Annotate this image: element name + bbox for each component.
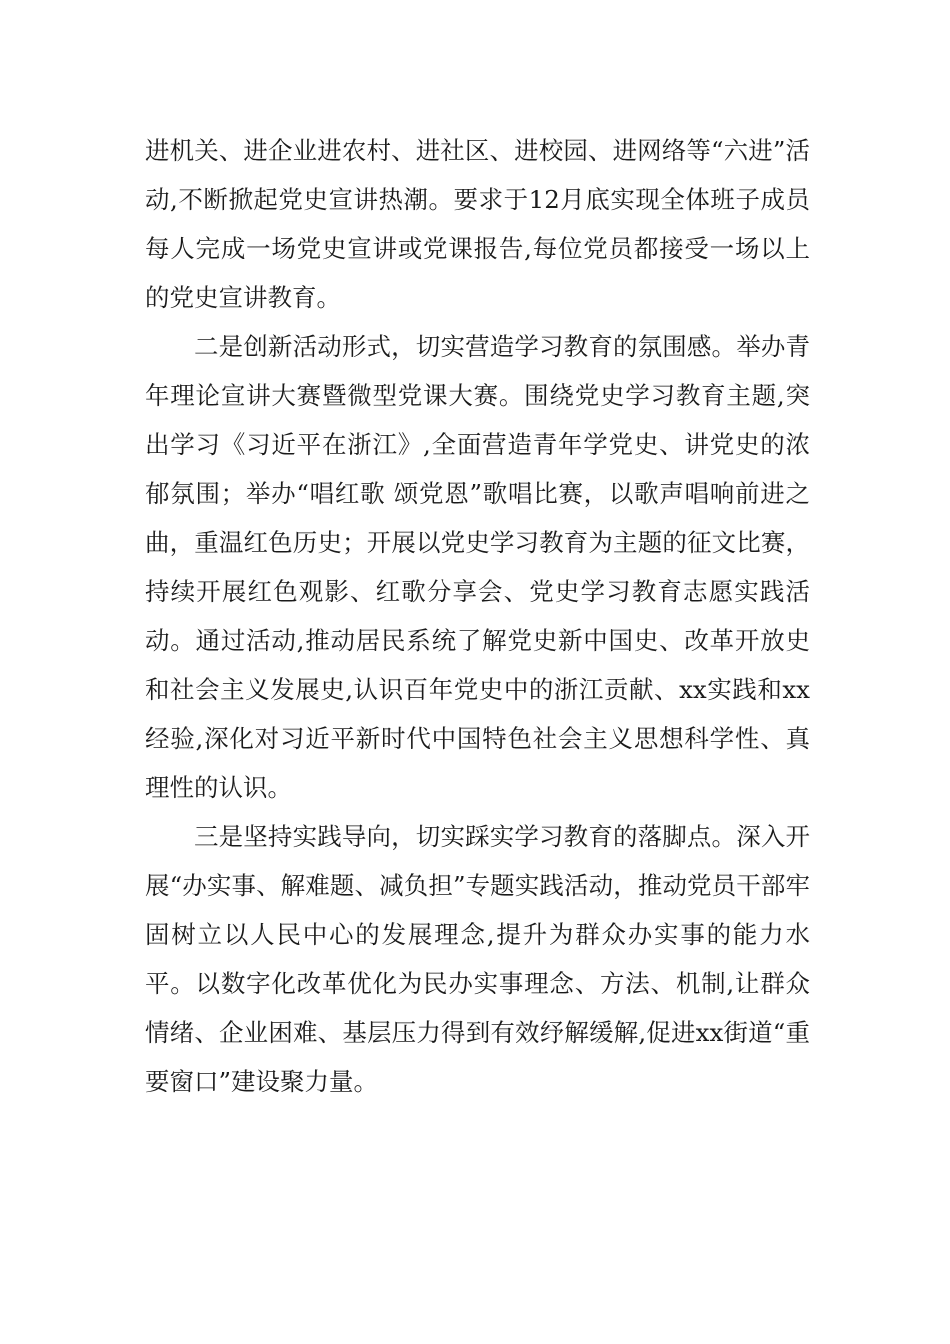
paragraph-practice: 三是坚持实践导向，切实踩实学习教育的落脚点。深入开展“办实事、解难题、减负担”专题实践活动，推动党员干部牢固树立以人民中心的发展理念,提升为群众办实事的能力水平。以数字化改革优化为民办实事理念、方法、机制,让群众情绪、企业困难、基层压力得到有效纾解缓解,促进xx街道“重要窗口”建设聚力量。 <box>145 822 810 1096</box>
paragraph-continuation: 进机关、进企业进农村、进社区、进校园、进网络等“六进”活动,不断掀起党史宣讲热潮。要求于12月底实现全体班子成员每人完成一场党史宣讲或党课报告,每位党员都接受一场以上的党史宣讲教育。 <box>145 136 810 312</box>
paragraph-innovation: 二是创新活动形式，切实营造学习教育的氛围感。举办青年理论宣讲大赛暨微型党课大赛。围绕党史学习教育主题,突出学习《习近平在浙江》,全面营造青年学党史、讲党史的浓郁氛围；举办“唱红歌 颂党恩”歌唱比赛，以歌声唱响前进之曲，重温红色历史；开展以党史学习教育为主题的征文比赛，持续开展红色观影、红歌分享会、党史学习教育志愿实践活动。通过活动,推动居民系统了解党史新中国史、改革开放史和社会主义发展史,认识百年党史中的浙江贡献、xx实践和xx经验,深化对习近平新时代中国特色社会主义思想科学性、真理性的认识。 <box>145 332 810 802</box>
document-body <box>145 126 810 1106</box>
